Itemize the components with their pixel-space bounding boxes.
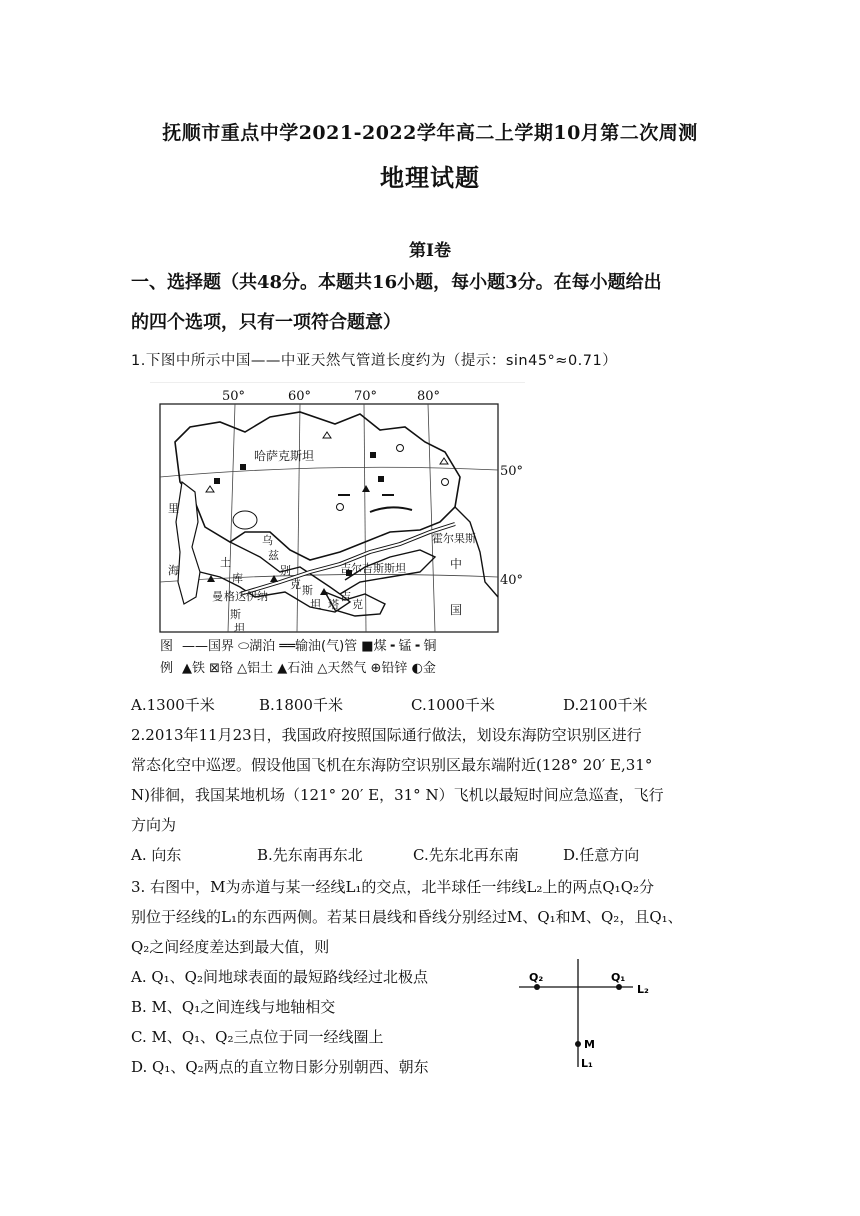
lon-80: 80° bbox=[417, 389, 441, 404]
label-turkmen-2: 库 bbox=[232, 572, 243, 585]
label-turkmen-1: 土 bbox=[220, 556, 231, 569]
label-tajik-3: 塔 bbox=[328, 598, 339, 611]
label-q2: Q₂ bbox=[529, 971, 544, 984]
question-3-line3: Q₂之间经度差达到最大值，则 bbox=[131, 938, 330, 956]
label-turkmen-5: 坦 bbox=[234, 622, 245, 635]
lat-50: 50° bbox=[500, 464, 524, 479]
q2-option-a[interactable]: A. 向东 bbox=[131, 846, 182, 864]
lake-balkhash bbox=[370, 507, 412, 512]
label-uzbek-3: 别 bbox=[280, 564, 291, 577]
label-tajik-4: 吉 bbox=[340, 590, 351, 603]
label-turkmen-4: 斯 bbox=[230, 608, 241, 621]
q1-option-b[interactable]: B.1800千米 bbox=[259, 696, 343, 714]
legend-title-1: 图 bbox=[160, 639, 174, 654]
central-asia-map bbox=[150, 382, 525, 680]
label-caspian-2: 海 bbox=[168, 564, 179, 577]
label-q1: Q₁ bbox=[611, 971, 626, 984]
exam-subject: 地理试题 bbox=[380, 163, 480, 192]
label-china-1: 中 bbox=[450, 557, 463, 571]
lon-60: 60° bbox=[288, 389, 312, 404]
lon-70: 70° bbox=[354, 389, 378, 404]
legend-row-2: ▲铁 ⊠铬 △铝土 ▲石油 △天然气 ⊕铅锌 ◐金 bbox=[182, 661, 436, 676]
legend-row-1: ——国界 ⬭湖泊 ══输油(气)管 ■煤 ╸锰 ╸铜 bbox=[182, 639, 437, 654]
point-m bbox=[575, 1041, 581, 1047]
label-ashgabat: 格达伊纳 bbox=[224, 590, 268, 603]
label-uzbek-4: 克 bbox=[290, 578, 301, 591]
lat-40: 40° bbox=[500, 573, 524, 588]
question-2-options bbox=[131, 840, 731, 870]
volume-label: 第Ⅰ卷 bbox=[409, 241, 451, 261]
question-2-line1: 2.2013年11月23日，我国政府按照国际通行做法，划设东海防空识别区进行 bbox=[131, 726, 642, 744]
q3-option-b[interactable]: B. M、Q₁之间连线与地轴相交 bbox=[131, 998, 336, 1016]
q1-option-d[interactable]: D.2100千米 bbox=[563, 696, 648, 714]
section-heading-line1: 一、选择题（共48分。本题共16小题，每小题3分。在每小题给出 bbox=[131, 272, 662, 293]
label-uzbek-2: 兹 bbox=[268, 549, 279, 562]
label-l2: L₂ bbox=[637, 983, 649, 996]
question-2-line4: 方向为 bbox=[131, 816, 177, 834]
q3-option-a[interactable]: A. Q₁、Q₂间地球表面的最短路线经过北极点 bbox=[131, 968, 428, 986]
question-3-line1: 3. 右图中，M为赤道与某一经线L₁的交点，北半球任一纬线L₂上的两点Q₁Q₂分 bbox=[131, 878, 655, 896]
label-china-2: 国 bbox=[450, 603, 463, 617]
label-l1: L₁ bbox=[581, 1057, 593, 1070]
question-1-options bbox=[131, 690, 731, 720]
point-q2 bbox=[534, 984, 540, 990]
legend-title-2: 例 bbox=[160, 661, 174, 676]
point-q1 bbox=[616, 984, 622, 990]
aral-sea bbox=[233, 511, 257, 529]
q2-option-d[interactable]: D.任意方向 bbox=[563, 846, 640, 864]
label-tajik-5: 克 bbox=[352, 598, 363, 611]
lon-50: 50° bbox=[222, 389, 246, 404]
q2-option-b[interactable]: B.先东南再东北 bbox=[257, 846, 363, 864]
label-tajik-1: 斯 bbox=[302, 584, 313, 597]
exam-title: 抚顺市重点中学2021-2022学年高二上学期10月第二次周测 bbox=[162, 122, 698, 144]
q1-option-c[interactable]: C.1000千米 bbox=[411, 696, 495, 714]
question-2-line3: N)徘徊，我国某地机场（121° 20′ E，31° N）飞机以最短时间应急巡查，飞行 bbox=[131, 786, 664, 804]
q3-option-c[interactable]: C. M、Q₁、Q₂三点位于同一经线圈上 bbox=[131, 1028, 384, 1046]
label-kyrgyzstan: 吉尔吉斯斯坦 bbox=[340, 562, 406, 575]
label-tajik-2: 坦 bbox=[310, 598, 321, 611]
question-1-stem: 1.下图中所示中国——中亚天然气管道长度约为（提示：sin45°≈0.71） bbox=[131, 353, 618, 369]
label-horgos: 霍尔果斯 bbox=[432, 532, 476, 545]
section-heading-line2: 的四个选项，只有一项符合题意） bbox=[131, 312, 401, 333]
q3-option-d[interactable]: D. Q₁、Q₂两点的直立物日影分别朝西、朝东 bbox=[131, 1058, 429, 1076]
label-m: M bbox=[584, 1038, 595, 1051]
q1-option-a[interactable]: A.1300千米 bbox=[131, 696, 215, 714]
caspian-sea bbox=[176, 482, 200, 604]
q3-diagram bbox=[515, 955, 665, 1080]
label-turkmen-3: 曼 bbox=[212, 590, 223, 603]
label-caspian-1: 里 bbox=[168, 502, 179, 515]
q2-option-c[interactable]: C.先东北再东南 bbox=[413, 846, 519, 864]
label-uzbek-1: 乌 bbox=[262, 534, 273, 547]
question-3-line2: 别位于经线的L₁的东西两侧。若某日晨线和昏线分别经过M、Q₁和M、Q₂，且Q₁、 bbox=[131, 908, 683, 926]
label-kazakhstan: 哈萨克斯坦 bbox=[254, 449, 315, 463]
question-2-line2: 常态化空中巡逻。假设他国飞机在东海防空识别区最东端附近(128° 20′ E,31° bbox=[131, 756, 653, 774]
